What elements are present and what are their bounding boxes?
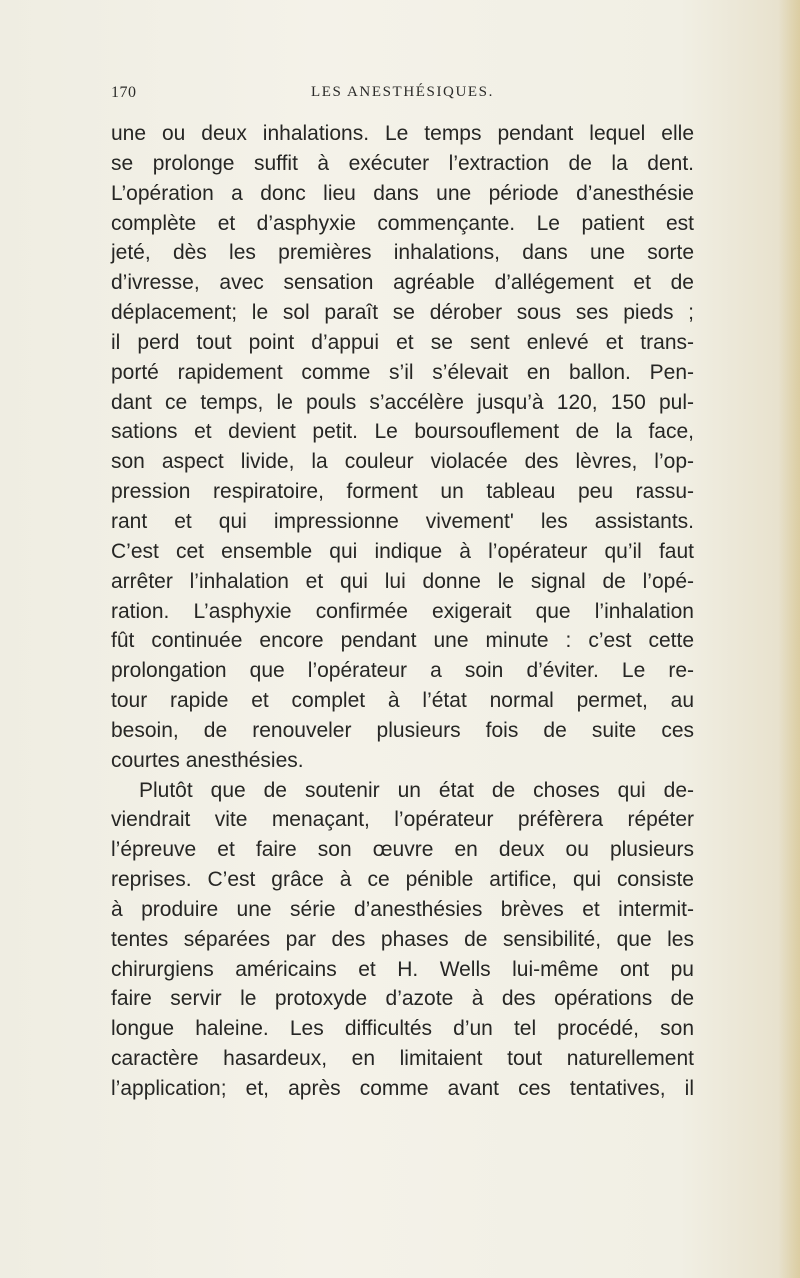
text-line: à produire une série d’anesthésies brèves et intermit- xyxy=(111,897,694,921)
text-line: caractère hasardeux, en limitaient tout naturellement xyxy=(111,1047,694,1071)
text-line: l’épreuve et faire son œuvre en deux ou plusieurs xyxy=(111,838,694,862)
text-line: jeté, dès les premières inhalations, dans une sorte xyxy=(111,241,694,265)
text-line: une ou deux inhalations. Le temps pendant lequel elle xyxy=(111,122,694,145)
text-line: complète et d’asphyxie commençante. Le patient est xyxy=(111,211,694,235)
text-line: tour rapide et complet à l’état normal permet, au xyxy=(111,689,694,713)
text-line: se prolonge suffit à exécuter l’extraction de la dent. xyxy=(111,151,694,175)
text-line: prolongation que l’opérateur a soin d’éviter. Le re- xyxy=(111,659,694,683)
text-line: longue haleine. Les difficultés d’un tel procédé, son xyxy=(111,1017,694,1041)
text-line: viendrait vite menaçant, l’opérateur préfèrera répéter xyxy=(111,808,694,832)
text-line: ration. L’asphyxie confirmée exigerait que l’inhalation xyxy=(111,599,694,623)
running-head xyxy=(111,84,694,110)
page-edge-shading xyxy=(778,0,800,1278)
text-line: besoin, de renouveler plusieurs fois de suite ces xyxy=(111,718,694,742)
text-line: sations et devient petit. Le boursouflement de la face, xyxy=(111,420,694,444)
text-line: son aspect livide, la couleur violacée des lèvres, l’op- xyxy=(111,450,694,474)
text-line: courtes anesthésies. xyxy=(111,748,304,772)
page-number: 170 xyxy=(111,84,137,101)
text-line: faire servir le protoxyde d’azote à des opérations de xyxy=(111,987,694,1011)
text-line: d’ivresse, avec sensation agréable d’allégement et de xyxy=(111,271,694,295)
text-line: rant et qui impressionne vivement' les assistants. xyxy=(111,509,694,533)
body-text xyxy=(111,119,694,1104)
text-line: dant ce temps, le pouls s’accélère jusqu’à 120, 150 pul- xyxy=(111,390,694,414)
text-line: il perd tout point d’appui et se sent enlevé et trans- xyxy=(111,330,694,354)
text-line: arrêter l’inhalation et qui lui donne le signal de l’opé- xyxy=(111,569,694,593)
text-line: reprises. C’est grâce à ce pénible artifice, qui consiste xyxy=(111,868,694,892)
text-line: l’application; et, après comme avant ces tentatives, il xyxy=(111,1077,694,1100)
text-line: porté rapidement comme s’il s’élevait en ballon. Pen- xyxy=(111,360,694,384)
text-line: fût continuée encore pendant une minute : c’est cette xyxy=(111,629,694,653)
paragraph-first-line: Plutôt que de soutenir un état de choses qui de- xyxy=(139,778,694,802)
text-line: C’est cet ensemble qui indique à l’opérateur qu’il faut xyxy=(111,539,694,563)
text-line: déplacement; le sol paraît se dérober sous ses pieds ; xyxy=(111,301,694,325)
text-line: L’opération a donc lieu dans une période d’anesthésie xyxy=(111,181,694,205)
text-line: pression respiratoire, forment un tableau peu rassu- xyxy=(111,480,694,504)
running-title: LES ANESTHÉSIQUES. xyxy=(311,84,494,100)
text-line: tentes séparées par des phases de sensibilité, que les xyxy=(111,927,694,951)
text-line: chirurgiens américains et H. Wells lui-même ont pu xyxy=(111,957,694,981)
